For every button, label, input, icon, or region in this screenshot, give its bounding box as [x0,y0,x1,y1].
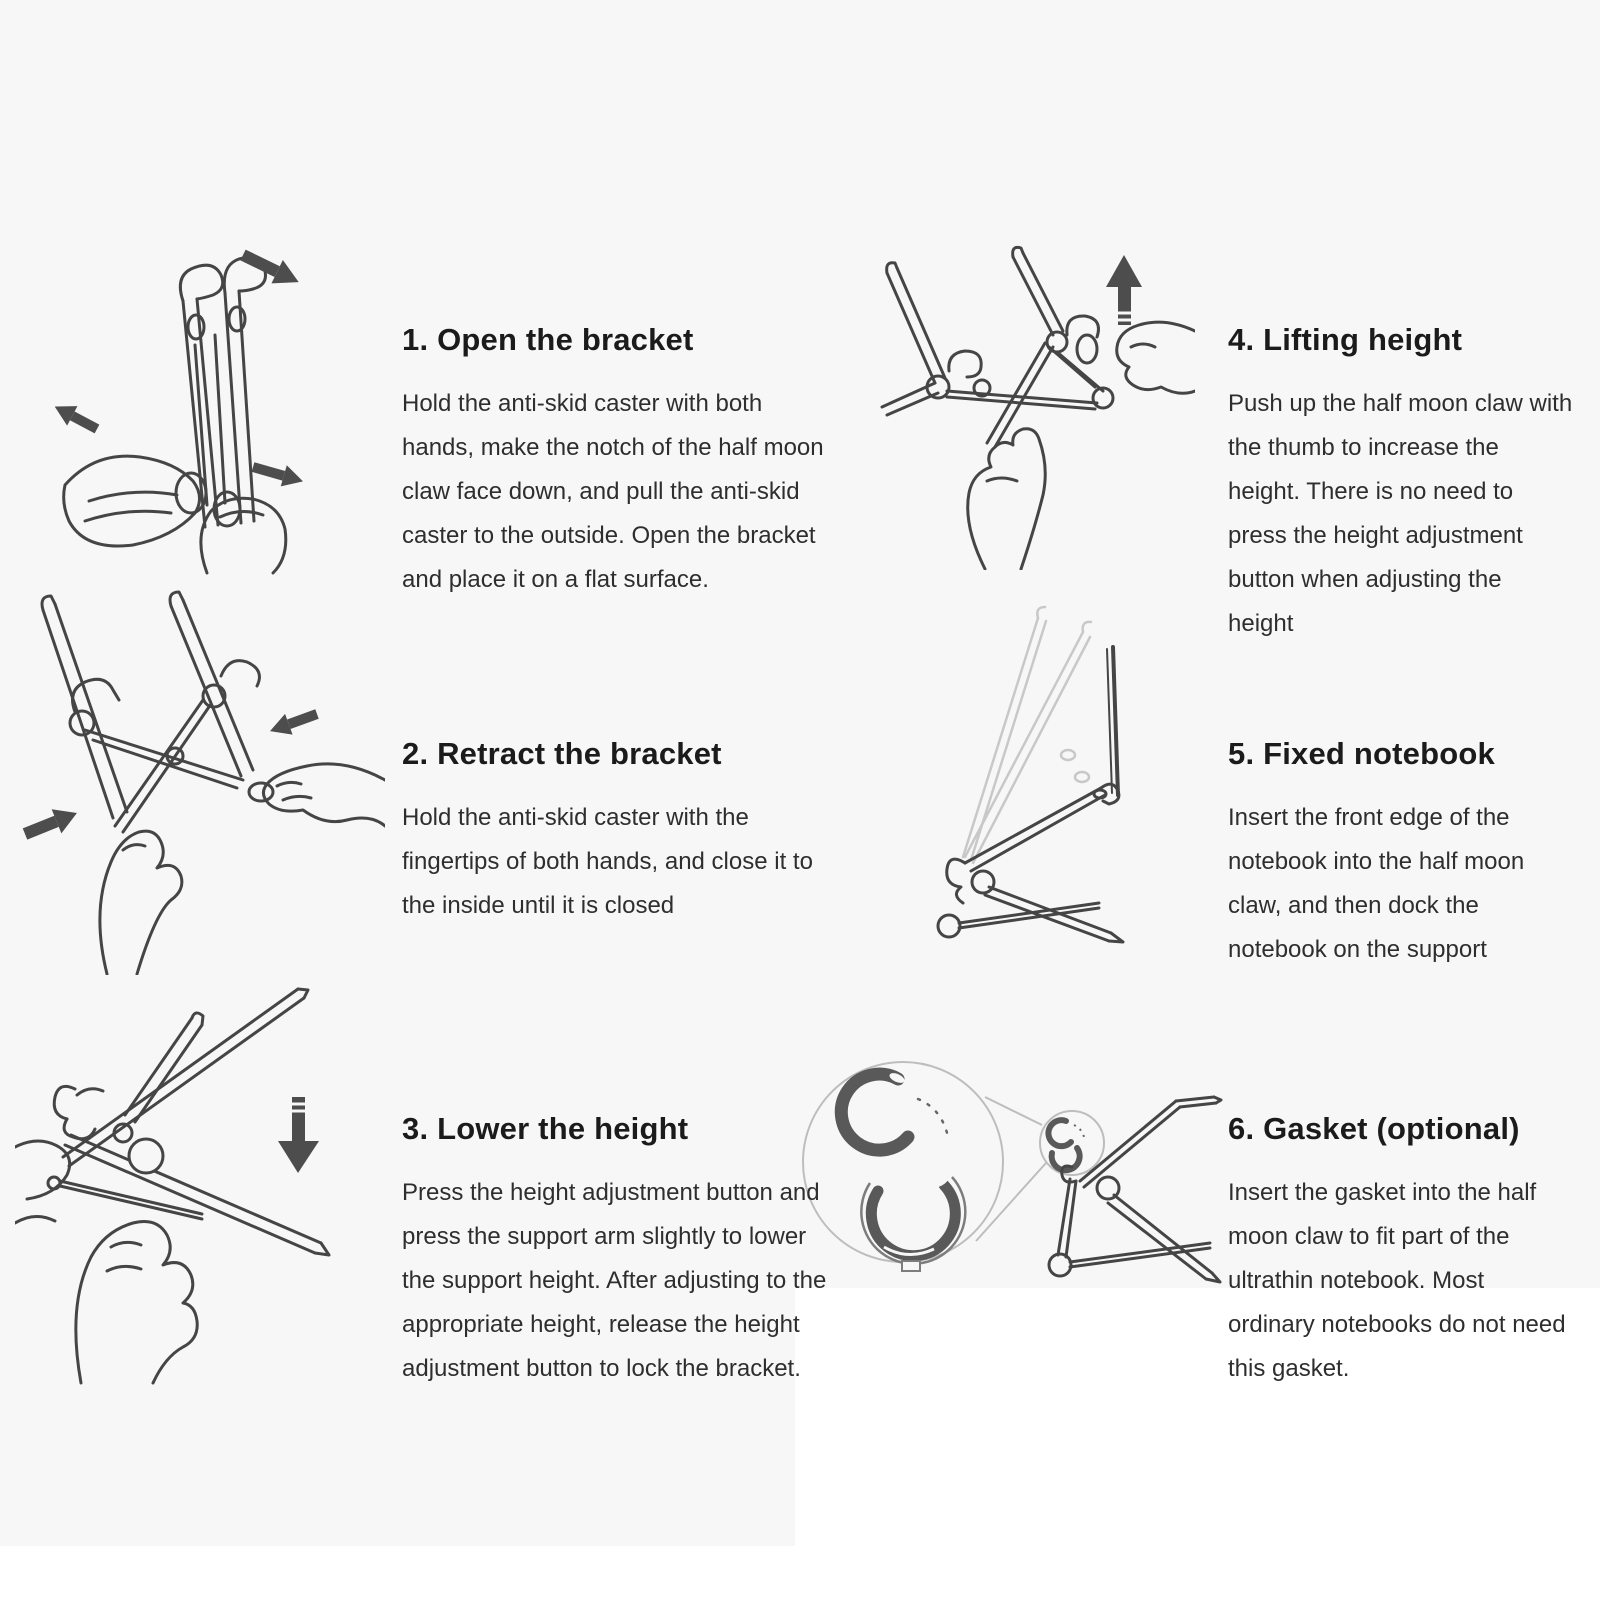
ghost-positions-drawing [963,607,1091,863]
step-5-title: 5. Fixed notebook [1228,736,1495,771]
step-2-title: 2. Retract the bracket [402,736,722,771]
arrow-down-right-icon [237,243,304,294]
arrow-down-left-icon [266,704,321,742]
arrow-up-left-icon [55,397,102,439]
step-4 [1228,322,1573,646]
step-6-body: Insert the gasket into the half moon claw to fit part of the ultrathin notebook. Most ordinary notebooks do not need this gasket. [1228,1179,1566,1382]
arrow-up-right-icon [20,801,82,846]
illustration-gasket [780,1015,1230,1345]
illustration-lifting-height [835,235,1195,570]
step-6 [1228,1111,1573,1391]
step-6-title: 6. Gasket (optional) [1228,1111,1520,1146]
right-hand-drawing [249,764,385,826]
left-hand-drawing [64,456,206,546]
illustration-retract-bracket [15,580,385,975]
left-hand-drawing [100,831,182,974]
right-hand-drawing [201,492,286,573]
folded-stand-drawing [180,258,265,528]
gasket-detail-drawing [841,1071,965,1271]
step-4-title: 4. Lifting height [1228,322,1463,357]
illustration-open-bracket [55,205,390,575]
step-3-body: Press the height adjustment button and press the support arm slightly to lower the support height. After adjusting to the appropriate height, release the height adjustment button to lock the bracket. [402,1179,827,1382]
step-1 [402,322,832,602]
illustration-lower-height [15,985,405,1385]
step-1-title: 1. Open the bracket [402,322,694,357]
arrow-right-icon [250,456,306,491]
step-2 [402,736,832,928]
step-3 [402,1111,832,1391]
step-2-body: Hold the anti-skid caster with the fingertips of both hands, and close it to the inside until it is closed [402,804,813,919]
mini-gasket-drawing [1048,1120,1084,1170]
step-3-title: 3. Lower the height [402,1111,689,1146]
step-5 [1228,736,1573,972]
illustration-fixed-notebook [885,595,1200,970]
step-5-body: Insert the front edge of the notebook into the half moon claw, and then dock the notebook on the support [1228,804,1525,963]
arrow-up-icon [1106,255,1142,325]
left-hand-drawing [968,429,1046,569]
white-bottom-strip [0,1546,1600,1600]
stand-drawing [938,647,1123,942]
step-1-body: Hold the anti-skid caster with both hands, make the notch of the half moon claw face down, and pull the anti-skid caster to the outside. Open the bracket and place it on a flat surface. [402,390,824,593]
step-4-body: Push up the half moon claw with the thumb to increase the height. There is no need to press the height adjustment button when adjusting the height [1228,390,1573,637]
bracket-drawing [48,989,329,1255]
open-bracket-drawing [42,592,259,832]
arrow-down-icon [278,1097,319,1173]
